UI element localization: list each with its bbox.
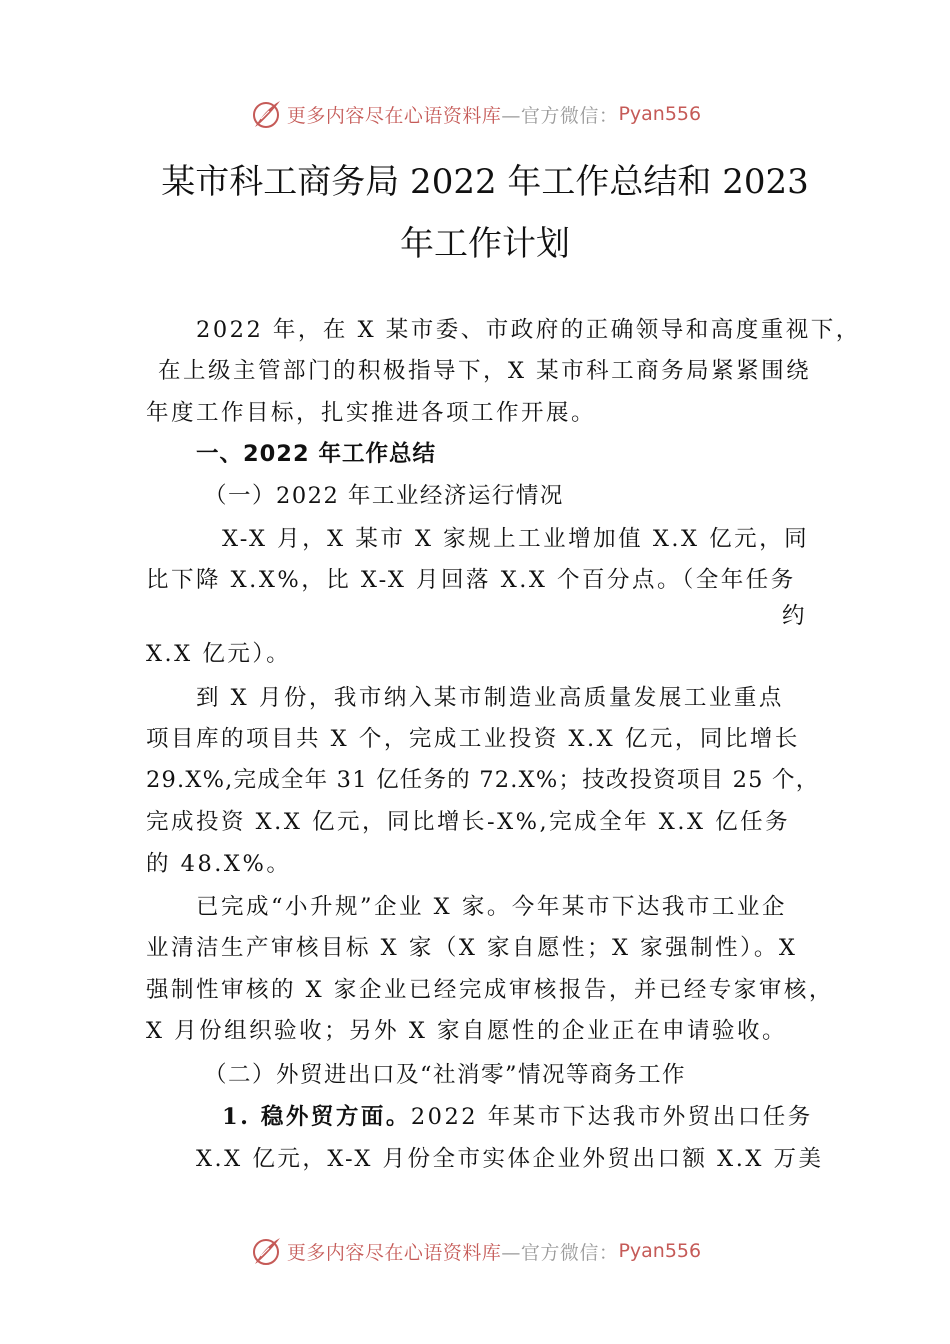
p2-line5: 的 48.X%。 bbox=[146, 851, 292, 877]
banner-wechat-id: Pyan556 bbox=[618, 103, 702, 125]
quill-logo-icon bbox=[249, 97, 283, 131]
intro-line2: 在上级主管部门的积极指导下，X 某市科工商务局紧紧围绕 bbox=[158, 358, 812, 384]
banner-promo-text: 更多内容尽在心语资料库 bbox=[286, 1241, 502, 1264]
banner-promo-text: 更多内容尽在心语资料库 bbox=[286, 104, 502, 127]
quill-logo-icon bbox=[249, 1234, 283, 1268]
document-title-line1: 某市科工商务局 2022 年工作总结和 2023 bbox=[161, 162, 809, 202]
p4-bold-lead: 1. 稳外贸方面。 bbox=[222, 1104, 411, 1130]
footer-banner bbox=[0, 1231, 950, 1271]
p1-line3: 约 bbox=[782, 603, 808, 629]
intro-line1: 2022 年，在 X 某市委、市政府的正确领导和高度重视下， bbox=[196, 317, 861, 343]
p1-line1: X-X 月，X 某市 X 家规上工业增加值 X.X 亿元，同 bbox=[222, 526, 810, 552]
header-banner bbox=[0, 94, 950, 134]
section1-heading: 一、2022 年工作总结 bbox=[196, 441, 436, 467]
p3-line1: 已完成“小升规”企业 X 家。今年某市下达我市工业企 bbox=[196, 894, 787, 920]
p2-line2: 项目库的项目共 X 个，完成工业投资 X.X 亿元，同比增长 bbox=[146, 726, 800, 752]
p4-line2: X.X 亿元，X-X 月份全市实体企业外贸出口额 X.X 万美 bbox=[196, 1146, 824, 1172]
p2-line3: 29.X%,完成全年 31 亿任务的 72.X%；技改投资项目 25 个， bbox=[146, 767, 820, 793]
banner-separator: —官方微信： bbox=[501, 1241, 619, 1264]
p1-line2: 比下降 X.X%，比 X-X 月回落 X.X 个百分点。（全年任务 bbox=[146, 567, 796, 593]
subsection1-heading: （一）2022 年工业经济运行情况 bbox=[204, 483, 564, 509]
document-title-line2: 年工作计划 bbox=[400, 224, 570, 264]
p3-line4: X 月份组织验收；另外 X 家自愿性的企业正在申请验收。 bbox=[146, 1018, 787, 1044]
subsection2-heading: （二）外贸进出口及“社消零”情况等商务工作 bbox=[204, 1062, 687, 1088]
intro-line3: 年度工作目标，扎实推进各项工作开展。 bbox=[146, 400, 597, 426]
p3-line2: 业清洁生产审核目标 X 家（X 家自愿性；X 家强制性）。X bbox=[146, 935, 798, 961]
p1-line4: X.X 亿元）。 bbox=[146, 641, 292, 667]
p4-line1-text: 2022 年某市下达我市外贸出口任务 bbox=[410, 1104, 813, 1130]
p2-line4: 完成投资 X.X 亿元，同比增长-X%,完成全年 X.X 亿任务 bbox=[146, 809, 791, 835]
p3-line3: 强制性审核的 X 家企业已经完成审核报告，并已经专家审核， bbox=[146, 977, 834, 1003]
p2-line1: 到 X 月份，我市纳入某市制造业高质量发展工业重点 bbox=[196, 685, 784, 711]
p4-line1 bbox=[222, 1099, 813, 1131]
banner-separator: —官方微信： bbox=[501, 104, 619, 127]
banner-wechat-id: Pyan556 bbox=[618, 1240, 702, 1262]
